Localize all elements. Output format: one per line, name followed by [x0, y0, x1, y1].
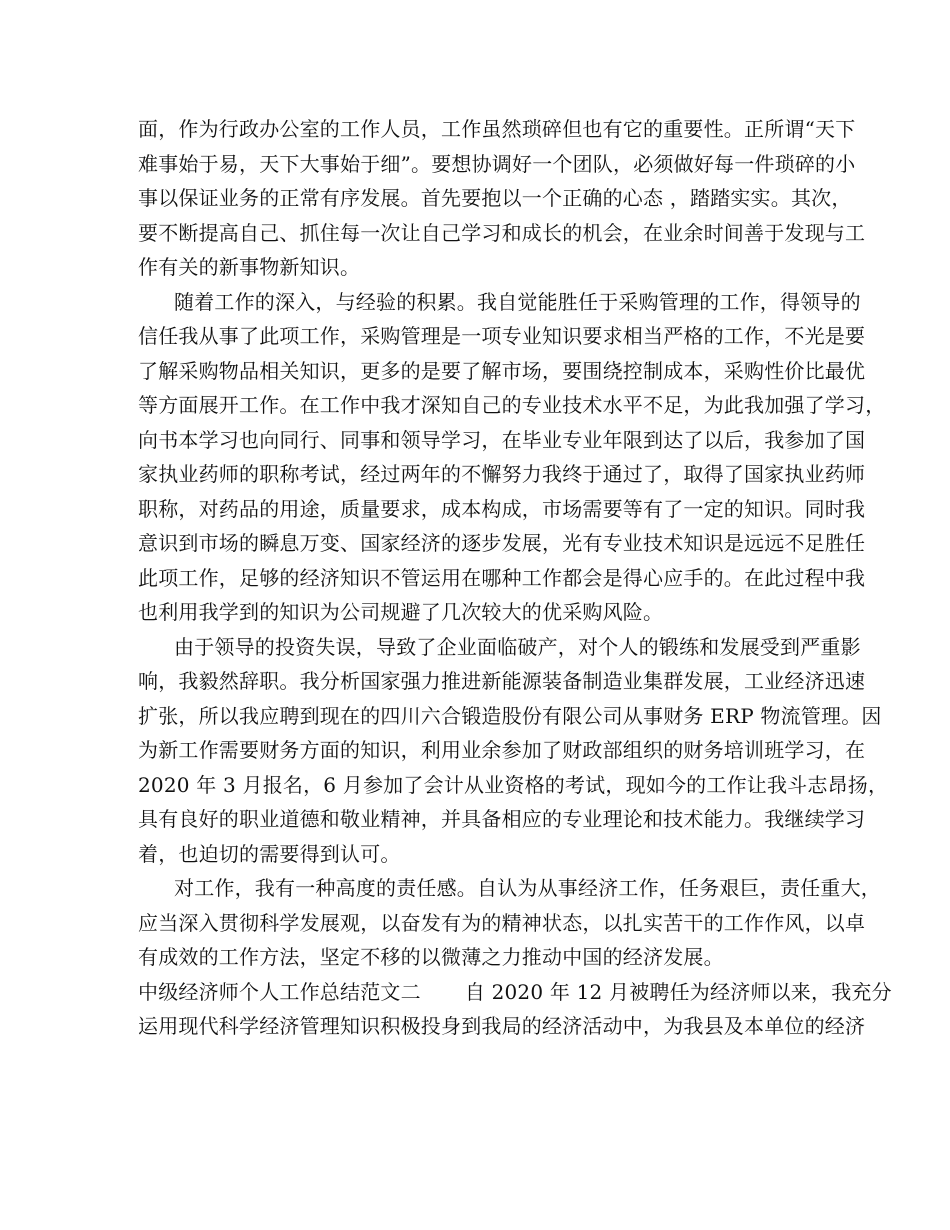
paragraph-3: [138, 630, 889, 872]
text-line: 随着工作的深入，与经验的积累。我自觉能胜任于采购管理的工作，得领导的: [174, 289, 861, 314]
section-heading: 中级经济师个人工作总结范文二: [138, 979, 421, 1004]
text-line: 运用现代科学经济管理知识积极投身到我局的经济活动中，为我县及本单位的经济: [138, 1014, 866, 1038]
text-line: 此项工作，足够的经济知识不管运用在哪种工作都会是得心应手的。在此过程中我: [138, 565, 866, 590]
document-body: [138, 112, 892, 1044]
text-line: 等方面展开工作。在工作中我才深知自己的专业技术水平不足，为此我加强了学习，: [138, 393, 886, 417]
text-line: 了解采购物品相关知识，更多的是要了解市场，要围绕控制成本，采购性价比最优: [138, 358, 866, 383]
text-line: 具有良好的职业道德和敬业精神，并具备相应的专业理论和技术能力。我继续学习: [138, 807, 866, 831]
text-line: 面，作为行政办公室的工作人员，工作虽然琐碎但也有它的重要性。正所谓“天下: [138, 117, 856, 141]
text-line: 2020 年 3 月报名，6 月参加了会计从业资格的考试，现如今的工作让我斗志昂扬，: [138, 772, 889, 797]
text-line: 对工作，我有一种高度的责任感。自认为从事经济工作，任务艰巨，责任重大，: [174, 876, 881, 900]
text-line: 应当深入贯彻科学发展观，以奋发有为的精神状态，以扎实苦干的工作作风，以卓: [138, 910, 866, 935]
text-line: 信任我从事了此项工作，采购管理是一项专业知识要求相当严格的工作，不光是要: [138, 324, 866, 348]
text-line: 事以保证业务的正常有序发展。首先要抱以一个正确的心态 ，踏踏实实。其次，: [138, 186, 852, 210]
text-line: 也利用我学到的知识为公司规避了几次较大的优采购风险。: [138, 600, 664, 624]
text-line: 有成效的工作方法，坚定不移的以微薄之力推动中国的经济发展。: [138, 945, 724, 969]
paragraph-2: [138, 285, 886, 630]
section-heading-line: [138, 975, 892, 1010]
text-line: 着，也迫切的需要得到认可。: [138, 841, 401, 866]
text-line: 意识到市场的瞬息万变、国家经济的逐步发展，光有专业技术知识是远远不足胜任: [138, 531, 866, 555]
text-line: 难事始于易，天下大事始于细”。要想协调好一个团队，必须做好每一件琐碎的小: [138, 151, 856, 176]
text-line: 为新工作需要财务方面的知识，利用业余参加了财政部组织的财务培训班学习，在: [138, 738, 866, 762]
paragraph-4: [138, 871, 881, 975]
text-line: 要不断提高自己、抓住每一次让自己学习和成长的机会，在业余时间善于发现与工: [138, 220, 866, 245]
text-line: 响，我毅然辞职。我分析国家强力推进新能源装备制造业集群发展，工业经济迅速: [138, 669, 866, 693]
text-line: 向书本学习也向同行、同事和领导学习，在毕业专业年限到达了以后，我参加了国: [138, 427, 866, 452]
text-line: 由于领导的投资失误，导致了企业面临破产，对个人的锻练和发展受到严重影: [174, 634, 861, 659]
text-line: 职称，对药品的用途，质量要求，成本构成，市场需要等有了一定的知识。同时我: [138, 496, 866, 521]
text-line: 作有关的新事物新知识。: [138, 255, 361, 279]
section-two: [138, 975, 892, 1044]
section-first-line: 自 2020 年 12 月被聘任为经济师以来，我充分: [464, 979, 892, 1004]
text-line: 扩张，所以我应聘到现在的四川六合锻造股份有限公司从事财务 ERP 物流管理。因: [138, 703, 882, 728]
paragraph-1: [138, 112, 866, 285]
text-line: 家执业药师的职称考试，经过两年的不懈努力我终于通过了，取得了国家执业药师: [138, 462, 866, 486]
